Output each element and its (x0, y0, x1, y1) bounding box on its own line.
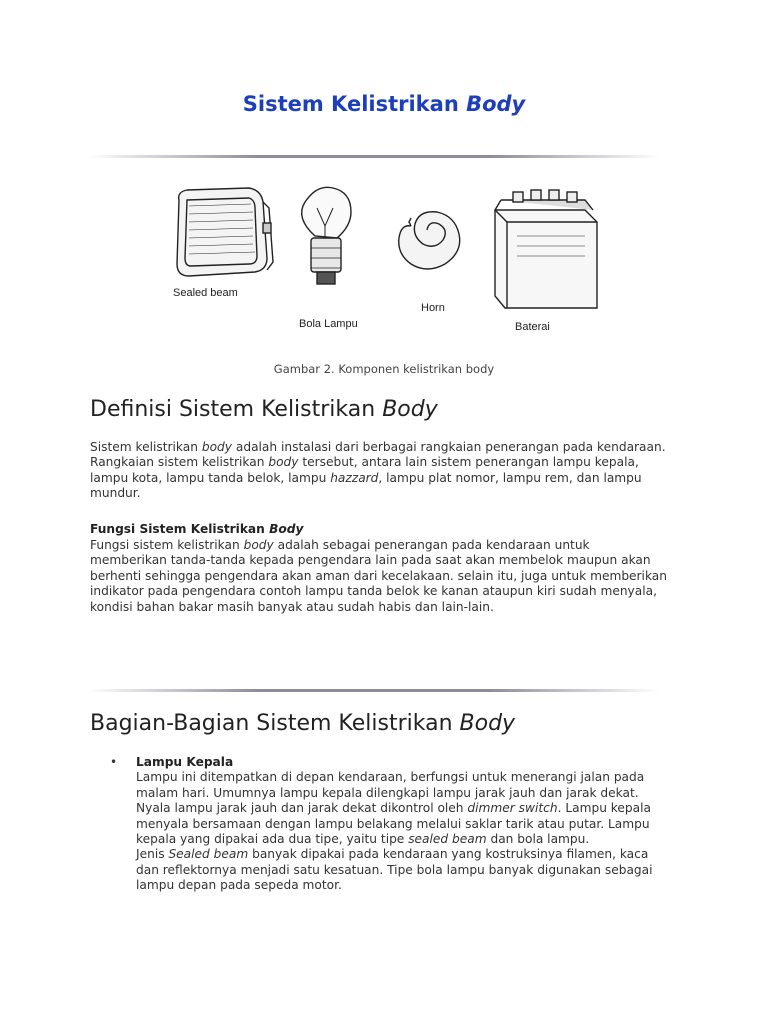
bullet-icon: • (110, 755, 118, 769)
list-item-title: Lampu Kepala (136, 755, 234, 769)
bulb-drawing (302, 187, 351, 284)
figure-caption: Gambar 2. Komponen kelistrikan body (273, 362, 495, 376)
label-bola-lampu: Bola Lampu (299, 318, 358, 330)
divider (88, 155, 660, 158)
page-title: Sistem Kelistrikan Body (242, 92, 526, 116)
battery-drawing (495, 190, 597, 308)
section-heading-bagian: Bagian-Bagian Sistem Kelistrikan Body (90, 711, 516, 736)
paragraph-definisi: Sistem kelistrikan body adalah instalasi dari berbagai rangkaian penerangan pada kendaraan. Rangkaian sistem kelistrikan body tersebut, antara lain sistem penerangan lampu kepala, lampu kota, lampu tanda belok, lampu hazzard, lampu plat nomor, lampu rem, dan lampu mundur. (90, 440, 666, 501)
label-horn: Horn (421, 302, 445, 314)
label-sealed-beam: Sealed beam (173, 287, 238, 299)
list-item (110, 755, 670, 894)
components-figure (165, 178, 615, 338)
label-baterai: Baterai (515, 321, 550, 333)
paragraph-fungsi: Fungsi sistem kelistrikan body adalah sebagai penerangan pada kendaraan untuk memberikan tanda-tanda kepada pengendara lain pada saat akan membelok maupun akan berhenti sehingga pengendara akan aman dari kecelakaan. selain itu, juga untuk memberikan indikator pada pengendara contoh lampu tanda belok ke kanan ataupun kiri sudah menyala, kondisi bahan bakar masih banyak atau sudah habis dan lain-lain. (90, 538, 667, 614)
sealed-beam-drawing (177, 188, 273, 276)
subheading-fungsi: Fungsi Sistem Kelistrikan Body (90, 522, 304, 536)
divider (88, 689, 660, 692)
components-list (110, 755, 670, 894)
horn-drawing (399, 212, 460, 269)
list-item-text: Lampu ini ditempatkan di depan kendaraan, berfungsi untuk menerangi jalan pada malam hari. Umumnya lampu kepala dilengkapi lampu jarak jauh dan jarak dekat. Nyala lampu jarak jauh dan jarak dekat dikontrol oleh dimmer switch. Lampu kepala menyala bersamaan dengan lampu belakang melalui saklar tarik atau putar. Lampu kepala yang dipakai ada dua tipe, yaitu tipe sealed beam dan bola lampu. (136, 770, 651, 847)
list-item-text: Jenis Sealed beam banyak dipakai pada kendaraan yang kostruksinya filamen, kaca dan reflektornya menjadi satu kesatuan. Tipe bola lampu banyak digunakan sebagai lampu depan pada sepeda motor. (136, 847, 653, 893)
components-illustration (165, 178, 615, 338)
section-heading-definisi: Definisi Sistem Kelistrikan Body (90, 397, 438, 422)
